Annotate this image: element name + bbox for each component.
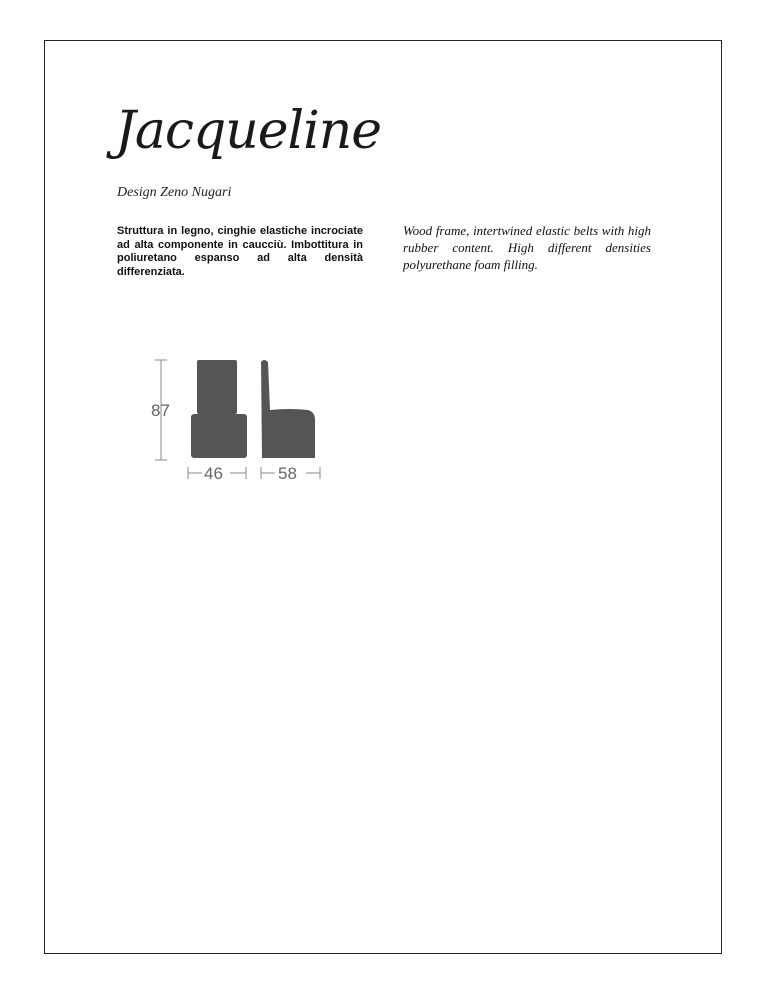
- description-english: Wood frame, intertwined elastic belts with high rubber content. High different densities polyurethane foam filling.: [403, 223, 651, 272]
- height-label: 87: [151, 401, 170, 420]
- width-label: 46: [204, 464, 223, 483]
- description-italian: Struttura in legno, cinghie elastiche incrociate ad alta componente in caucciù. Imbottitura in poliuretano espanso ad alta densità differenziata.: [117, 225, 363, 278]
- depth-label: 58: [278, 464, 297, 483]
- designer-credit: Design Zeno Nugari: [117, 185, 232, 200]
- chair-side-view: [261, 360, 315, 458]
- dimension-diagram: [140, 350, 340, 490]
- page-frame: [44, 40, 722, 954]
- product-title: Jacqueline: [115, 101, 382, 161]
- chair-front-view: [191, 360, 247, 458]
